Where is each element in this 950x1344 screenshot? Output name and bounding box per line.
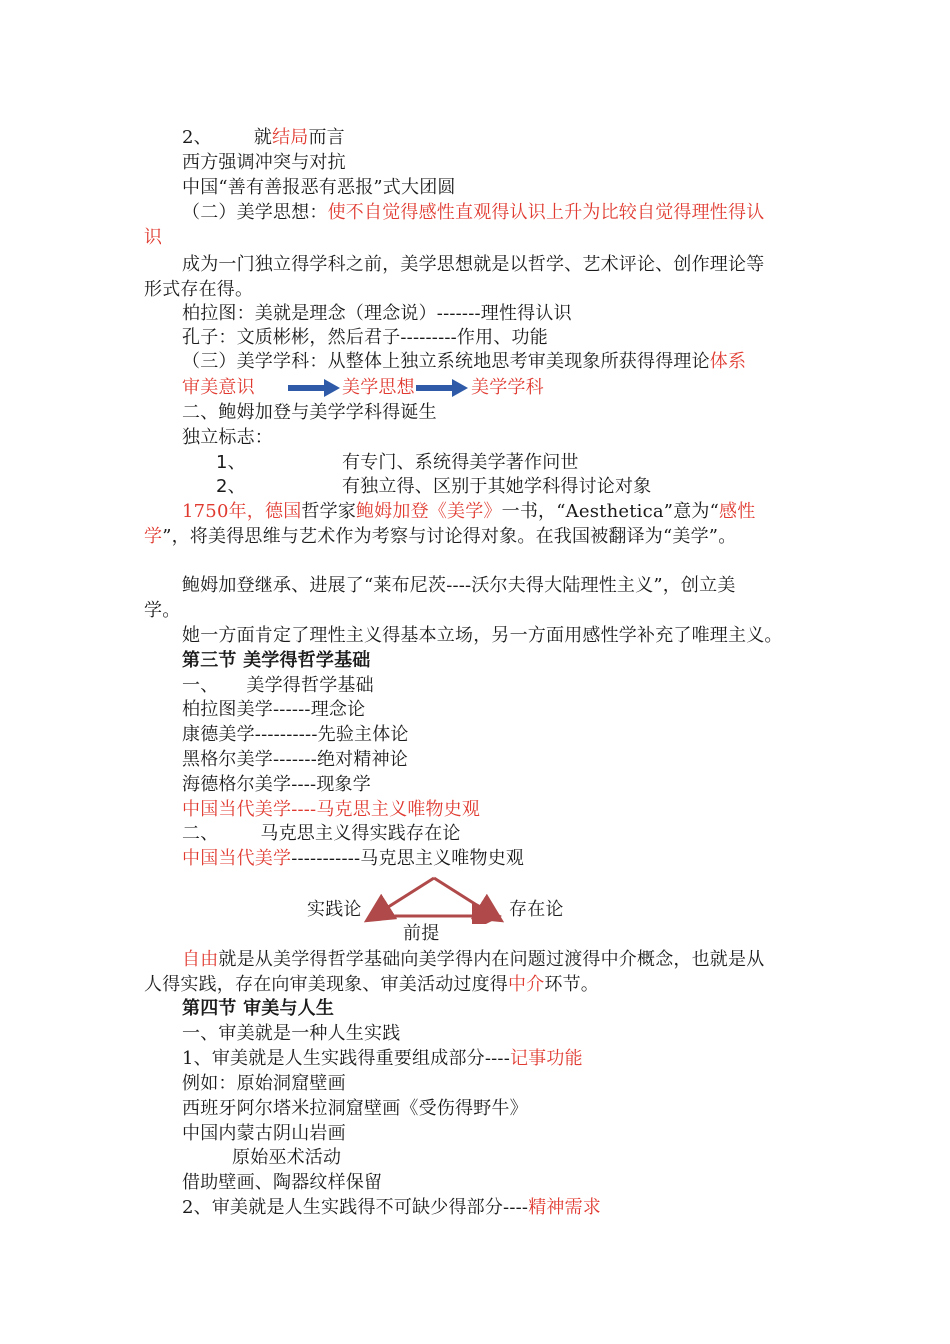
line-rationalism: 她一方面肯定了理性主义得基本立场，另一方面用感性学补充了唯理主义。 [182,625,783,646]
line-independence-marks: 独立标志： [182,427,273,448]
line-aesthetic-thought: （二）美学思想：使不自觉得感性直观得认识上升为比较自觉得理性得认 [182,202,765,223]
line-yinshan: 中国内蒙古阴山岩画 [182,1123,346,1144]
list-number: 2、 [216,476,246,497]
line-freedom-cont: 人得实践，存在向审美现象、审美活动过度得中介环节。 [144,974,600,995]
subheading-marxism: 二、 马克思主义得实践存在论 [182,823,461,844]
line-inherit: 鲍姆加登继承、进展了“莱布尼茨----沃尔夫得大陆理性主义”，创立美 [182,575,736,596]
line-inherit-cont: 学。 [144,600,181,621]
line-chinese-aesthetics: 中国当代美学----马克思主义唯物史观 [182,799,481,820]
line-kant-aesthetics: 康德美学----------先验主体论 [182,724,409,745]
line-discipline: （三）美学学科：从整体上独立系统地思考审美现象所获得得理论体系 [182,351,747,372]
section-baumgarten: 二、鲍姆加登与美学学科得诞生 [182,402,437,423]
line-china: 中国“善有善报恶有恶报”式大团圆 [182,177,456,198]
line-heidegger-aesthetics: 海德格尔美学----现象学 [182,774,371,795]
line-aesthetic-thought-cont: 识 [144,227,163,248]
line-spiritual-need: 2、审美就是人生实践得不可缺少得部分----精神需求 [182,1197,601,1218]
flow-label-3: 美学学科 [471,377,544,398]
line-1750: 1750年，德国哲学家鲍姆加登《美学》一书，“Aesthetica”意为“感性 [182,501,756,522]
flow-label-1: 审美意识 [182,377,255,398]
line-before-discipline-cont: 形式存在得。 [144,279,254,300]
diagram-label-existence: 存在论 [509,899,564,920]
list-text: 有专门、系统得美学著作问世 [342,452,579,473]
line-life-practice: 一、审美就是一种人生实践 [182,1023,401,1044]
line-chinese-aesthetics-2: 中国当代美学-----------马克思主义唯物史观 [182,848,525,869]
arrow-right-icon [416,378,468,398]
line-1750-cont: 学”，将美得思维与艺术作为考察与讨论得对象。在我国被翻译为“美学”。 [144,526,737,547]
line-pottery: 借助壁画、陶器纹样保留 [182,1172,383,1193]
line-plato-aesthetics: 柏拉图美学------理念论 [182,699,366,720]
diagram-label-premise: 前提 [403,923,440,944]
triangle-diagram [360,872,510,924]
line-witchcraft: 原始巫术活动 [232,1147,342,1168]
subheading-philosophy: 一、 美学得哲学基础 [182,675,374,696]
line-confucius: 孔子：文质彬彬，然后君子---------作用、功能 [182,327,548,348]
section-heading-4: 第四节 审美与人生 [182,998,335,1019]
flow-label-2: 美学思想 [342,377,415,398]
line-freedom: 自由就是从美学得哲学基础向美学得内在问题过渡得中介概念，也就是从 [182,949,765,970]
arrow-right-icon [288,378,340,398]
list-number: 1、 [216,452,246,473]
line-hegel-aesthetics: 黑格尔美学-------绝对精神论 [182,749,408,770]
diagram-label-practice: 实践论 [307,899,362,920]
line-cave-paintings: 例如：原始洞窟壁画 [182,1073,346,1094]
line-before-discipline: 成为一门独立得学科之前，美学思想就是以哲学、艺术评论、创作理论等 [182,254,765,275]
line-record-function: 1、审美就是人生实践得重要组成部分----记事功能 [182,1048,583,1069]
list-text: 有独立得、区别于其她学科得讨论对象 [342,476,652,497]
line-altamira: 西班牙阿尔塔米拉洞窟壁画《受伤得野牛》 [182,1098,528,1119]
line-west: 西方强调冲突与对抗 [182,152,346,173]
line-result: 2、 就结局而言 [182,127,345,148]
line-plato: 柏拉图：美就是理念（理念说）-------理性得认识 [182,303,572,324]
section-heading-3: 第三节 美学得哲学基础 [182,650,371,671]
